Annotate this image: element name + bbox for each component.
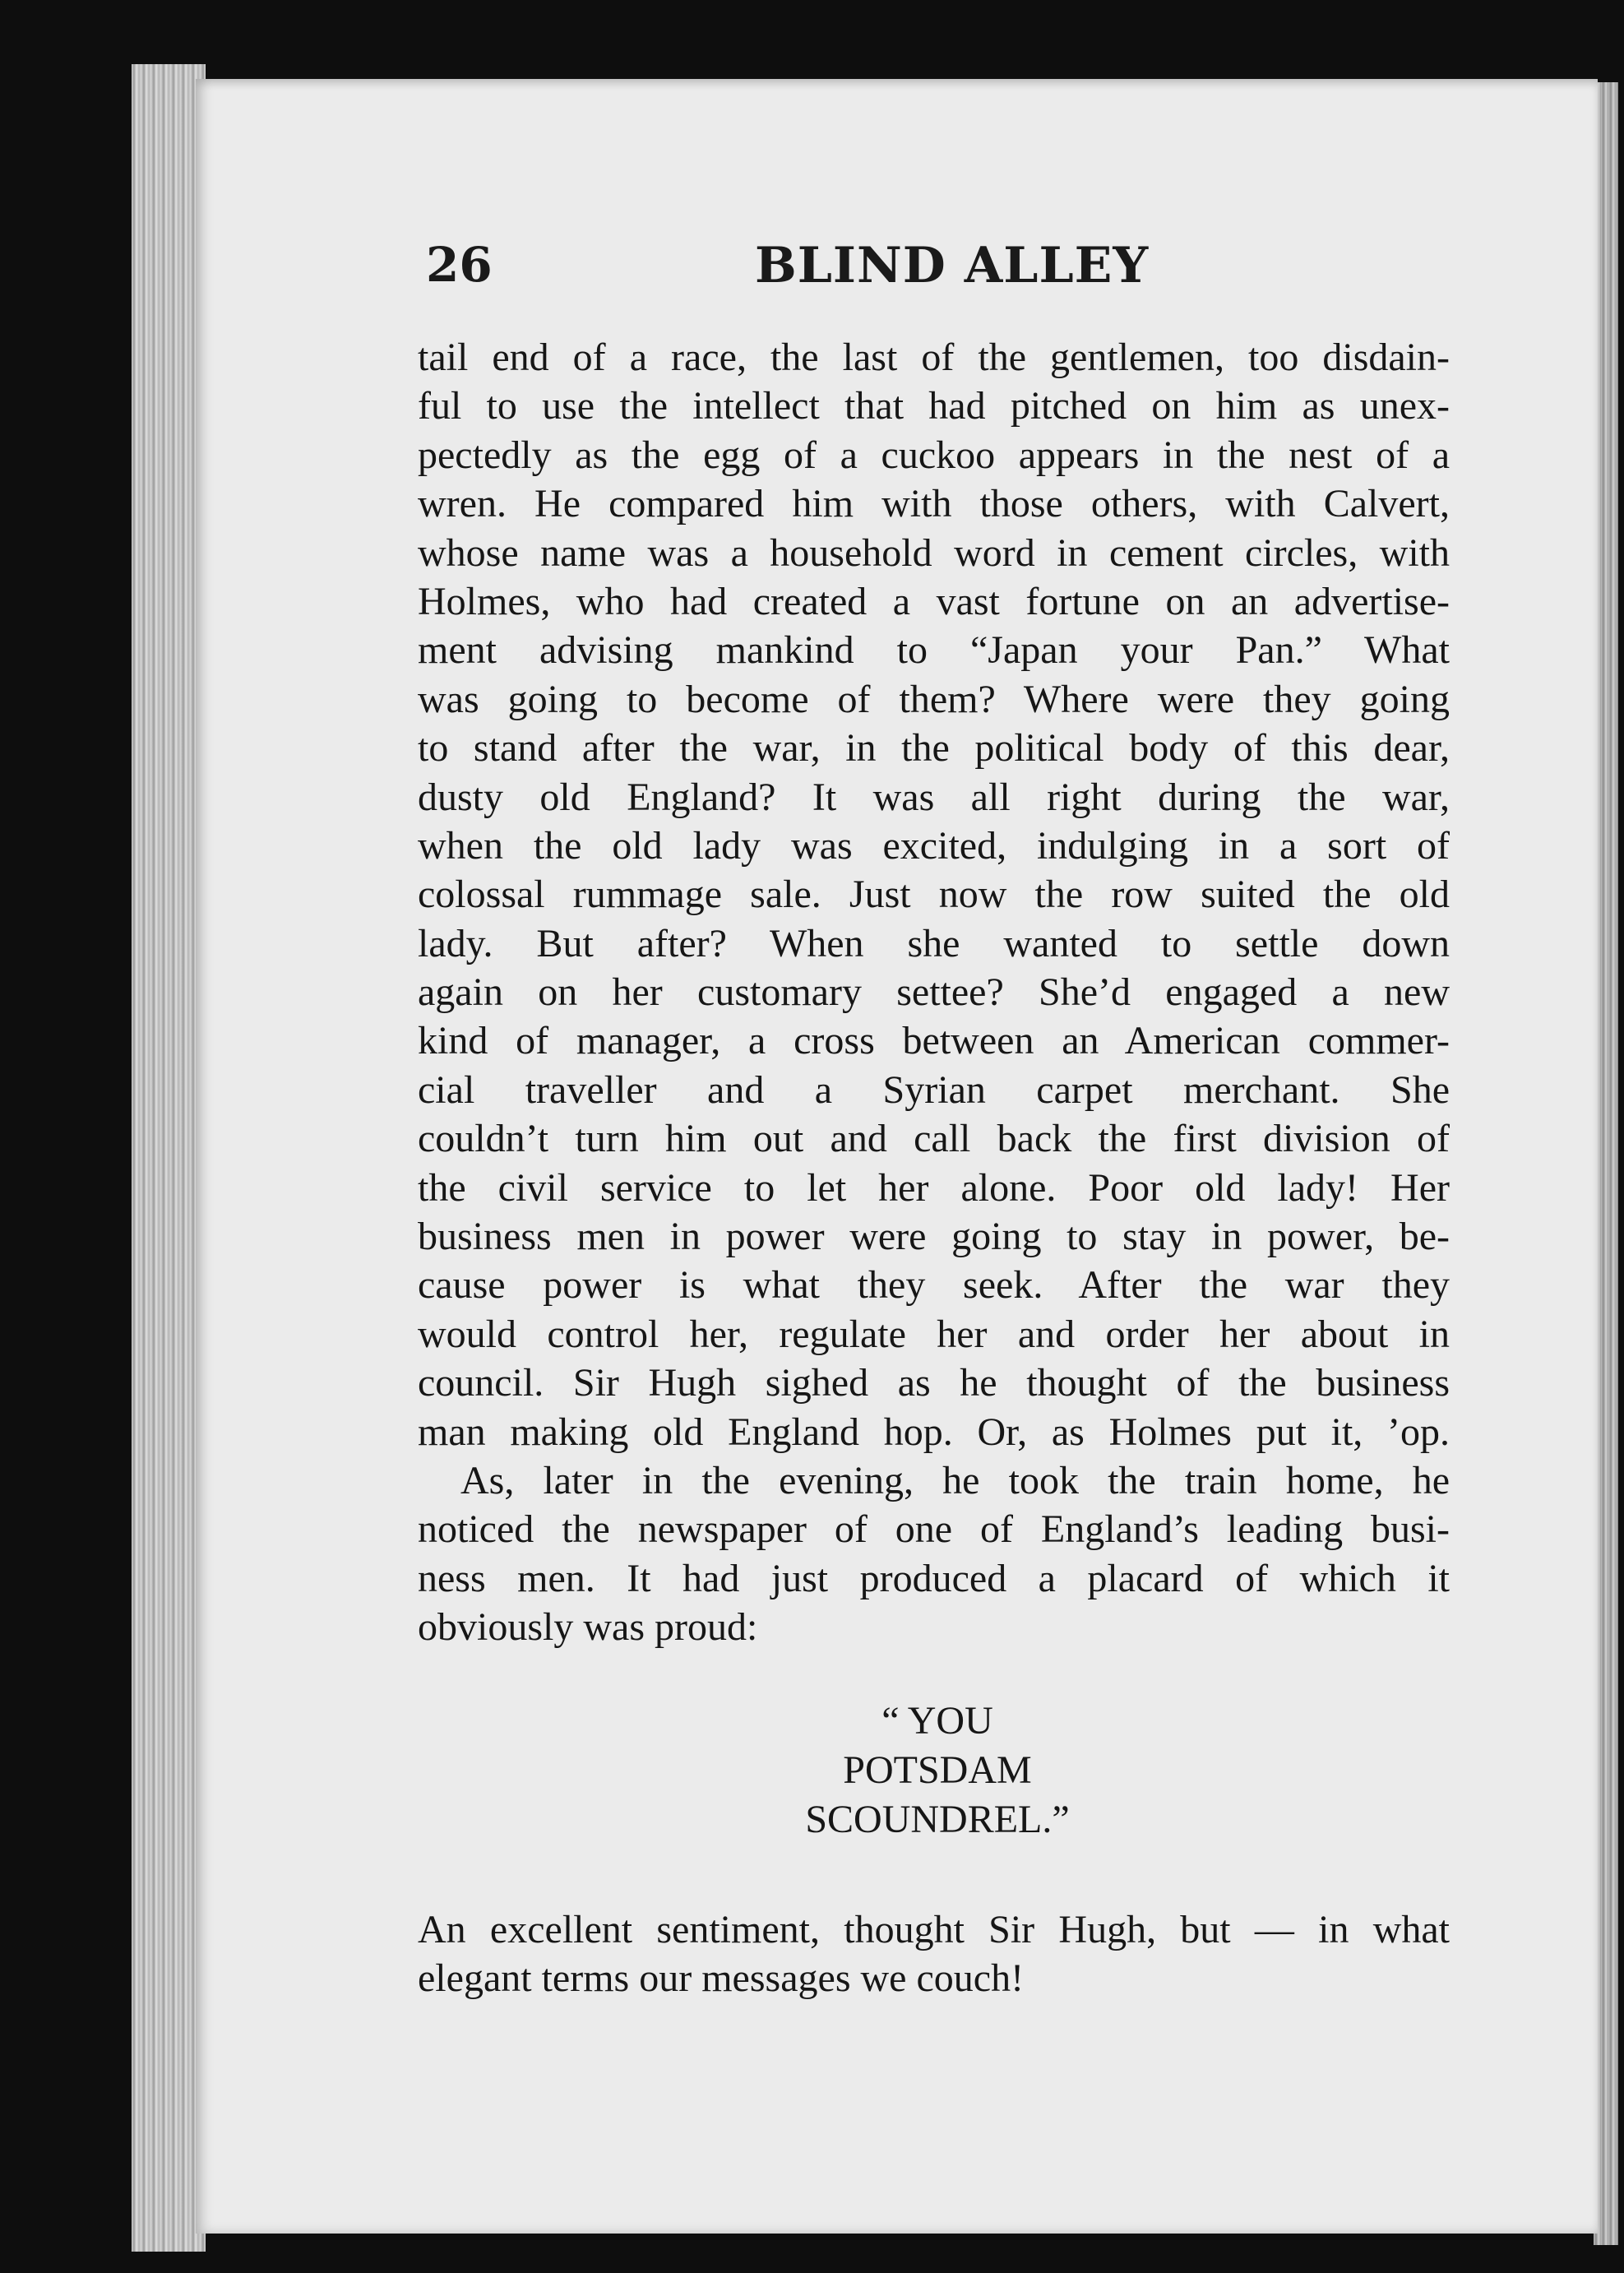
placard-line: POTSDAM <box>843 1748 1032 1792</box>
page-number: 26 <box>426 237 493 293</box>
text-line: elegant terms our messages we couch! <box>418 1956 1025 2001</box>
text-line: colossal rummage sale. Just now the row suited the old <box>418 873 1450 917</box>
running-head <box>426 237 1454 294</box>
text-line: noticed the newspaper of one of England’s leading busi- <box>418 1507 1450 1552</box>
body-text <box>418 333 1450 1652</box>
text-line: kind of manager, a cross between an American commer- <box>418 1019 1450 1063</box>
text-line: cause power is what they seek. After the war they <box>418 1263 1450 1308</box>
text-line: Holmes, who had created a vast fortune on an advertise- <box>418 579 1450 623</box>
running-title: BLIND ALLEY <box>755 237 1150 294</box>
text-line: obviously was proud: <box>418 1605 758 1650</box>
text-line: tail end of a race, the last of the gentlemen, too disdain- <box>418 336 1450 379</box>
text-line: couldn’t turn him out and call back the first division of <box>418 1117 1450 1161</box>
text-line: ful to use the intellect that had pitched on him as unex- <box>418 384 1450 428</box>
placard-line: SCOUNDREL.” <box>805 1798 1070 1841</box>
text-line: would control her, regulate her and order her about in <box>418 1312 1450 1356</box>
text-line: An excellent sentiment, thought Sir Hugh, but — in what <box>418 1908 1450 1951</box>
text-line: ness men. It had just produced a placard of which it <box>418 1556 1450 1600</box>
text-line: pectedly as the egg of a cuckoo appears in the nest of a <box>418 433 1450 477</box>
text-line: lady. But after? When she wanted to settle down <box>418 921 1450 965</box>
placard-line: “ YOU <box>881 1699 993 1743</box>
text-line: business men in power were going to stay in power, be- <box>418 1215 1450 1259</box>
text-line: dusty old England? It was all right during the war, <box>418 775 1450 819</box>
text-line: was going to become of them? Where were they going <box>418 677 1450 721</box>
text-line: when the old lady was excited, indulging in a sort of <box>418 823 1450 868</box>
page-stack-left-edge <box>132 64 206 2252</box>
text-line: again on her customary settee? She’d engaged a new <box>418 970 1450 1015</box>
text-line: council. Sir Hugh sighed as he thought of the business <box>418 1361 1450 1405</box>
text-line: the civil service to let her alone. Poor old lady! Her <box>418 1165 1450 1210</box>
text-line: ment advising mankind to “Japan your Pan.” What <box>418 628 1450 673</box>
closing-paragraph <box>418 1905 1450 2003</box>
text-line: man making old England hop. Or, as Holmes put it, ’op. <box>418 1410 1450 1454</box>
text-line: whose name was a household word in cement circles, with <box>418 530 1450 575</box>
text-line: wren. He compared him with those others, with Calvert, <box>418 482 1450 526</box>
placard-quote <box>740 1697 1135 1845</box>
text-line: As, later in the evening, he took the train home, he <box>460 1458 1450 1502</box>
text-line: to stand after the war, in the political body of this dear, <box>418 726 1450 771</box>
text-line: cial traveller and a Syrian carpet merchant. She <box>418 1067 1450 1112</box>
